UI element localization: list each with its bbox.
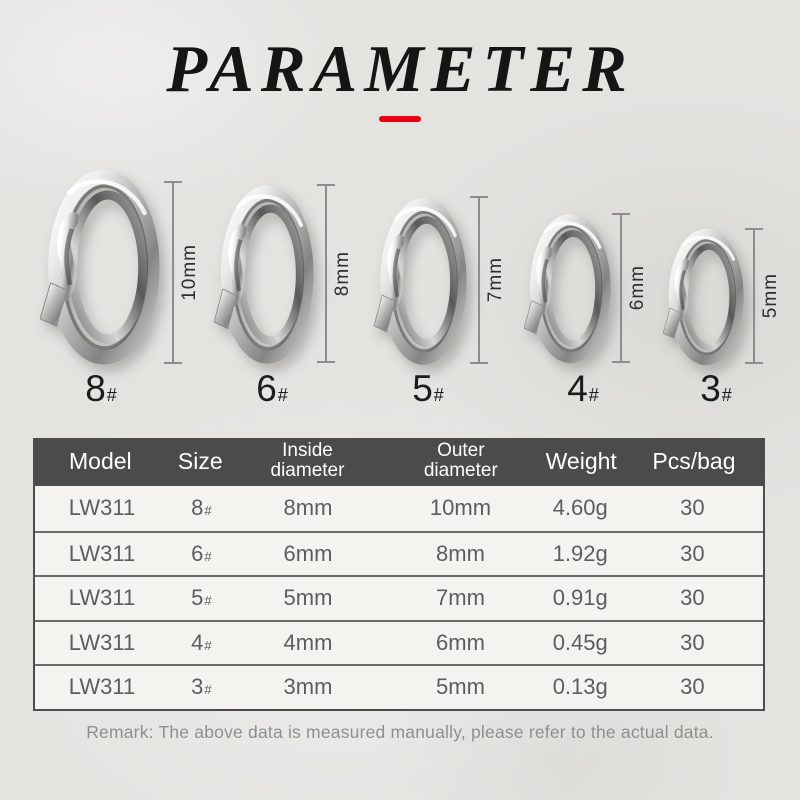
split-ring-photo-3 — [663, 227, 744, 367]
measure-line — [753, 228, 755, 364]
header-pcs-per-bag: Pcs/bag — [652, 447, 736, 474]
header-model: Model — [69, 447, 132, 474]
cell-inside-diameter: 4mm — [283, 629, 333, 655]
hash-suffix: # — [277, 385, 288, 405]
cell-pcs-per-bag: 30 — [680, 674, 705, 700]
measure-line — [325, 184, 327, 363]
split-ring-photo-5 — [374, 196, 467, 367]
cell-inside-diameter: 8mm — [283, 495, 333, 521]
height-measure-4 — [620, 213, 649, 363]
table-row — [35, 575, 763, 620]
cell-model: LW311 — [68, 540, 136, 566]
cell-pcs-per-bag: 30 — [680, 585, 705, 611]
height-measure-3 — [753, 228, 782, 364]
split-ring-image — [524, 212, 611, 365]
hash-suffix: # — [204, 637, 212, 653]
cell-model: LW311 — [68, 629, 136, 655]
height-measure-5 — [478, 196, 507, 364]
split-ring-photo-6 — [214, 183, 314, 366]
measure-label: 8mm — [332, 250, 353, 297]
table-row — [35, 531, 763, 576]
table-row — [35, 486, 763, 531]
table-body — [33, 484, 765, 711]
cell-outer-diameter: 5mm — [436, 674, 485, 700]
cell-model: LW311 — [68, 585, 136, 611]
hash-suffix: # — [721, 385, 732, 405]
height-measure-8 — [172, 181, 201, 364]
header-weight: Weight — [545, 447, 617, 474]
header-outer-diameter: Outer diameter — [423, 439, 498, 481]
cell-weight: 1.92g — [552, 540, 608, 566]
split-ring-image — [40, 167, 160, 367]
cell-model: LW311 — [68, 674, 136, 700]
split-ring-image — [214, 183, 314, 366]
ring-size-label-4: 4# — [567, 368, 599, 409]
cell-inside-diameter: 6mm — [283, 540, 333, 566]
cell-model: LW311 — [68, 495, 136, 521]
header-inside-diameter: Inside diameter — [270, 439, 345, 481]
cell-inside-diameter: 3mm — [283, 674, 333, 700]
hash-suffix: # — [106, 385, 117, 405]
measure-label: 5mm — [760, 273, 781, 319]
cell-size: 8# — [191, 495, 212, 521]
measure-label: 6mm — [627, 265, 648, 311]
header-size: Size — [177, 447, 223, 474]
page-title: PARAMETER — [166, 32, 634, 106]
cell-inside-diameter: 5mm — [283, 585, 333, 611]
measure-line — [172, 181, 174, 364]
cell-pcs-per-bag: 30 — [680, 540, 705, 566]
cell-size: 3# — [191, 674, 212, 700]
table-row — [35, 620, 763, 665]
cell-weight: 0.91g — [552, 585, 608, 611]
hash-suffix: # — [588, 385, 599, 405]
hash-suffix: # — [204, 548, 212, 564]
split-ring-photo-4 — [524, 212, 611, 365]
hash-suffix: # — [204, 503, 212, 519]
ring-size-label-8: 8# — [85, 368, 117, 409]
cell-pcs-per-bag: 30 — [680, 629, 705, 655]
table-row — [35, 664, 763, 709]
measure-line — [478, 196, 480, 364]
cell-weight: 0.45g — [552, 629, 608, 655]
hash-suffix: # — [433, 385, 444, 405]
height-measure-6 — [325, 184, 354, 363]
cell-pcs-per-bag: 30 — [680, 495, 705, 521]
parameter-table — [33, 438, 765, 711]
cell-outer-diameter: 10mm — [429, 495, 492, 521]
ring-size-label-3: 3# — [700, 368, 732, 409]
cell-size: 5# — [191, 585, 212, 611]
cell-outer-diameter: 8mm — [436, 540, 485, 566]
cell-weight: 4.60g — [552, 495, 608, 521]
hash-suffix: # — [204, 682, 212, 698]
measure-label: 10mm — [179, 244, 200, 301]
split-ring-image — [663, 227, 744, 367]
cell-outer-diameter: 7mm — [436, 585, 485, 611]
remark-note: Remark: The above data is measured manually, please refer to the actual data. — [86, 722, 714, 742]
measure-label: 7mm — [485, 257, 506, 303]
ring-size-label-6: 6# — [256, 368, 288, 409]
title-underline-accent — [379, 116, 421, 122]
measure-line — [620, 213, 622, 363]
hash-suffix: # — [204, 593, 212, 609]
ring-size-label-5: 5# — [412, 368, 444, 409]
split-ring-image — [374, 196, 467, 367]
table-header-row — [33, 438, 765, 484]
cell-size: 6# — [191, 540, 212, 566]
split-ring-photo-8 — [40, 167, 160, 367]
cell-weight: 0.13g — [552, 674, 608, 700]
cell-size: 4# — [191, 629, 212, 655]
cell-outer-diameter: 6mm — [436, 629, 485, 655]
